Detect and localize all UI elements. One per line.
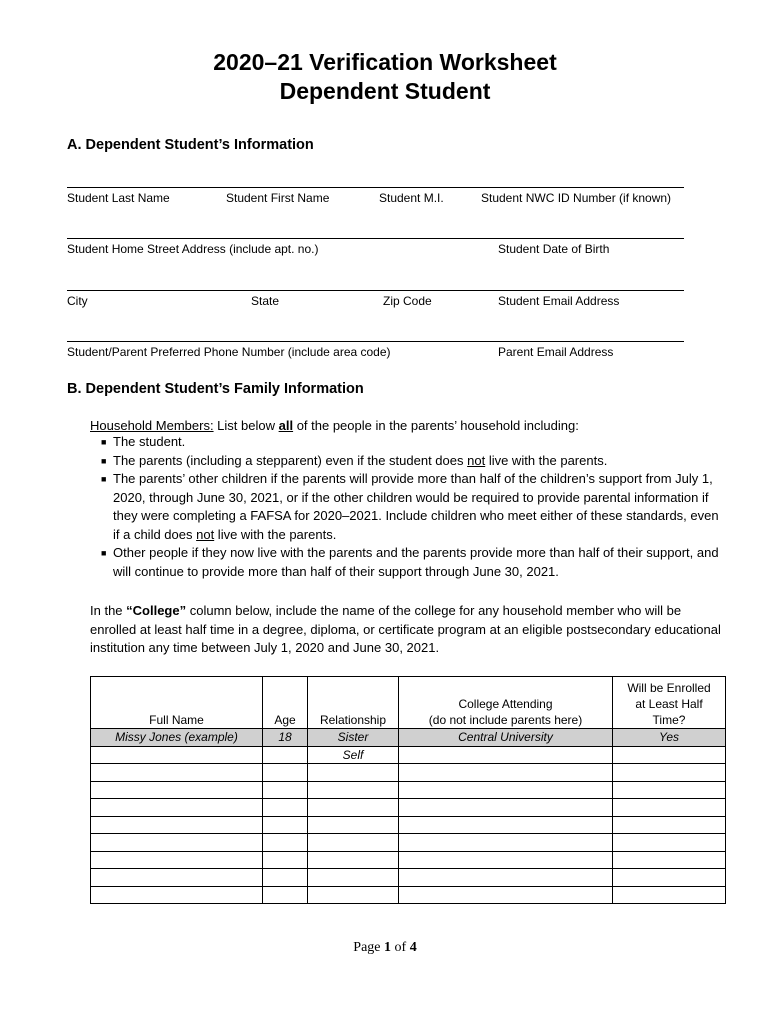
- cell-age[interactable]: [263, 886, 308, 904]
- bullet-square-icon: ■: [101, 474, 107, 484]
- section-a-heading: A. Dependent Student’s Information: [67, 137, 314, 153]
- cell-enrolled[interactable]: [613, 764, 726, 782]
- cell-enrolled[interactable]: [613, 799, 726, 817]
- table-row-example: [91, 729, 726, 747]
- cell-name[interactable]: [91, 816, 263, 834]
- page-prefix: Page: [353, 940, 385, 955]
- label-student-email: Student Email Address: [498, 294, 620, 308]
- household-members-label: Household Members:: [90, 418, 214, 433]
- cell-college[interactable]: [399, 746, 613, 764]
- cell-college[interactable]: [399, 869, 613, 887]
- page-current: 1: [384, 940, 392, 955]
- cell-name[interactable]: [91, 764, 263, 782]
- bullet-student-text: The student.: [113, 434, 186, 449]
- cell-relationship[interactable]: [308, 834, 399, 852]
- cell-enrolled[interactable]: [613, 886, 726, 904]
- page-total: 4: [409, 940, 417, 955]
- cell-age[interactable]: [263, 781, 308, 799]
- header-full-name: Full Name: [91, 677, 263, 729]
- cell-relationship[interactable]: [308, 886, 399, 904]
- bullet-parents-text: The parents (including a stepparent) even if the student does: [113, 452, 468, 468]
- bullet-parents-not: not: [467, 452, 486, 468]
- bullet-square-icon: ■: [101, 548, 107, 558]
- cell-age[interactable]: [263, 746, 308, 764]
- page-of: of: [391, 940, 410, 955]
- table-row-self: [91, 746, 726, 764]
- field-line-row2[interactable]: [67, 238, 684, 239]
- bullet-children-text-end: live with the parents.: [214, 526, 337, 542]
- header-enrolled-line3: Time?: [652, 713, 686, 727]
- cell-relationship[interactable]: [308, 869, 399, 887]
- cell-enrolled[interactable]: [613, 781, 726, 799]
- household-table: [90, 676, 726, 904]
- header-enrolled-line1: Will be Enrolled: [627, 681, 711, 695]
- title-line-1: 2020–21 Verification Worksheet: [213, 49, 557, 75]
- header-college-line2: (do not include parents here): [428, 713, 583, 727]
- bullet-other-people: [101, 544, 721, 581]
- cell-age: 18: [263, 729, 308, 747]
- college-instructions-text: In the: [90, 603, 127, 618]
- bullet-other-children: [101, 470, 721, 544]
- field-line-row1[interactable]: [67, 187, 684, 188]
- label-nwc-id: Student NWC ID Number (if known): [481, 191, 672, 205]
- cell-relationship[interactable]: [308, 764, 399, 782]
- bullet-parents-text-end: live with the parents.: [485, 452, 608, 468]
- label-middle-initial: Student M.I.: [379, 191, 444, 205]
- cell-enrolled[interactable]: [613, 869, 726, 887]
- cell-enrolled: Yes: [613, 729, 726, 747]
- label-state: State: [251, 294, 280, 308]
- cell-college: Central University: [399, 729, 613, 747]
- cell-college[interactable]: [399, 781, 613, 799]
- household-intro-text: List below: [213, 418, 279, 433]
- cell-name[interactable]: [91, 799, 263, 817]
- household-intro-all: all: [278, 418, 294, 433]
- cell-college[interactable]: [399, 799, 613, 817]
- bullet-children-not: not: [196, 526, 215, 542]
- table-header-row: [91, 677, 726, 729]
- label-parent-email: Parent Email Address: [498, 345, 614, 359]
- header-age: Age: [263, 677, 308, 729]
- label-phone: Student/Parent Preferred Phone Number (include area code): [67, 345, 391, 359]
- cell-age[interactable]: [263, 816, 308, 834]
- table-row: [91, 781, 726, 799]
- cell-relationship[interactable]: [308, 781, 399, 799]
- household-intro-text-end: of the people in the parents’ household including:: [293, 418, 579, 433]
- field-line-row4[interactable]: [67, 341, 684, 342]
- field-line-row3[interactable]: [67, 290, 684, 291]
- table-row: [91, 816, 726, 834]
- cell-enrolled[interactable]: [613, 851, 726, 869]
- cell-relationship: Sister: [308, 729, 399, 747]
- cell-relationship[interactable]: [308, 816, 399, 834]
- cell-name: Missy Jones (example): [91, 729, 263, 747]
- cell-name[interactable]: [91, 869, 263, 887]
- household-bullet-list: [101, 433, 721, 581]
- cell-enrolled[interactable]: [613, 834, 726, 852]
- college-keyword: “College”: [126, 603, 187, 618]
- table-row: [91, 799, 726, 817]
- bullet-square-icon: ■: [101, 437, 107, 447]
- cell-age[interactable]: [263, 799, 308, 817]
- college-instructions-text-end: column below, include the name of the college for any household member who will be enrolled at least half time in a degree, diploma, or certificate program at an eligible postsecondary educational institution any time between July 1, 2020 and June 30, 2021.: [90, 603, 721, 655]
- header-enrolled-line2: at Least Half: [635, 697, 703, 711]
- cell-enrolled[interactable]: [613, 746, 726, 764]
- bullet-student: [101, 433, 721, 452]
- cell-enrolled[interactable]: [613, 816, 726, 834]
- cell-college[interactable]: [399, 851, 613, 869]
- table-row: [91, 764, 726, 782]
- bullet-square-icon: ■: [101, 455, 107, 466]
- title-line-2: Dependent Student: [279, 78, 491, 104]
- bullet-other-people-text: Other people if they now live with the parents and the parents provide more than half of their support, and will continue to provide more than half of their support through June 30, 2021.: [113, 545, 719, 579]
- cell-age[interactable]: [263, 869, 308, 887]
- table-row: [91, 851, 726, 869]
- cell-name[interactable]: [91, 834, 263, 852]
- cell-college[interactable]: [399, 764, 613, 782]
- bullet-parents: [101, 452, 721, 471]
- college-instructions: [90, 602, 730, 658]
- cell-name[interactable]: [91, 886, 263, 904]
- cell-relationship[interactable]: [308, 799, 399, 817]
- cell-name[interactable]: [91, 746, 263, 764]
- label-zip-code: Zip Code: [383, 294, 432, 308]
- cell-relationship: Self: [308, 746, 399, 764]
- label-first-name: Student First Name: [226, 191, 330, 205]
- label-date-of-birth: Student Date of Birth: [498, 242, 610, 256]
- header-relationship: Relationship: [308, 677, 399, 729]
- header-enrolled: [613, 677, 726, 729]
- label-last-name: Student Last Name: [67, 191, 170, 205]
- table-row: [91, 834, 726, 852]
- cell-college[interactable]: [399, 886, 613, 904]
- page-number: [0, 940, 770, 956]
- section-b-heading: B. Dependent Student’s Family Information: [67, 381, 364, 397]
- cell-college[interactable]: [399, 834, 613, 852]
- cell-name[interactable]: [91, 781, 263, 799]
- cell-college[interactable]: [399, 816, 613, 834]
- cell-age[interactable]: [263, 834, 308, 852]
- label-home-address: Student Home Street Address (include apt. no.): [67, 242, 319, 256]
- cell-relationship[interactable]: [308, 851, 399, 869]
- cell-name[interactable]: [91, 851, 263, 869]
- bullet-children-text: The parents’ other children if the parents will provide more than half of the children’s support from July 1, 2020, through June 30, 2021, or if the other children would be required to provide parental information if they were completing a FAFSA for 2020–2021. Include children who meet either of these standards, even if a child does: [113, 471, 719, 542]
- table-row: [91, 886, 726, 904]
- table-row: [91, 869, 726, 887]
- header-college-line1: College Attending: [458, 697, 553, 711]
- header-college: [399, 677, 613, 729]
- page-title: [0, 48, 770, 106]
- label-city: City: [67, 294, 88, 308]
- cell-age[interactable]: [263, 851, 308, 869]
- cell-age[interactable]: [263, 764, 308, 782]
